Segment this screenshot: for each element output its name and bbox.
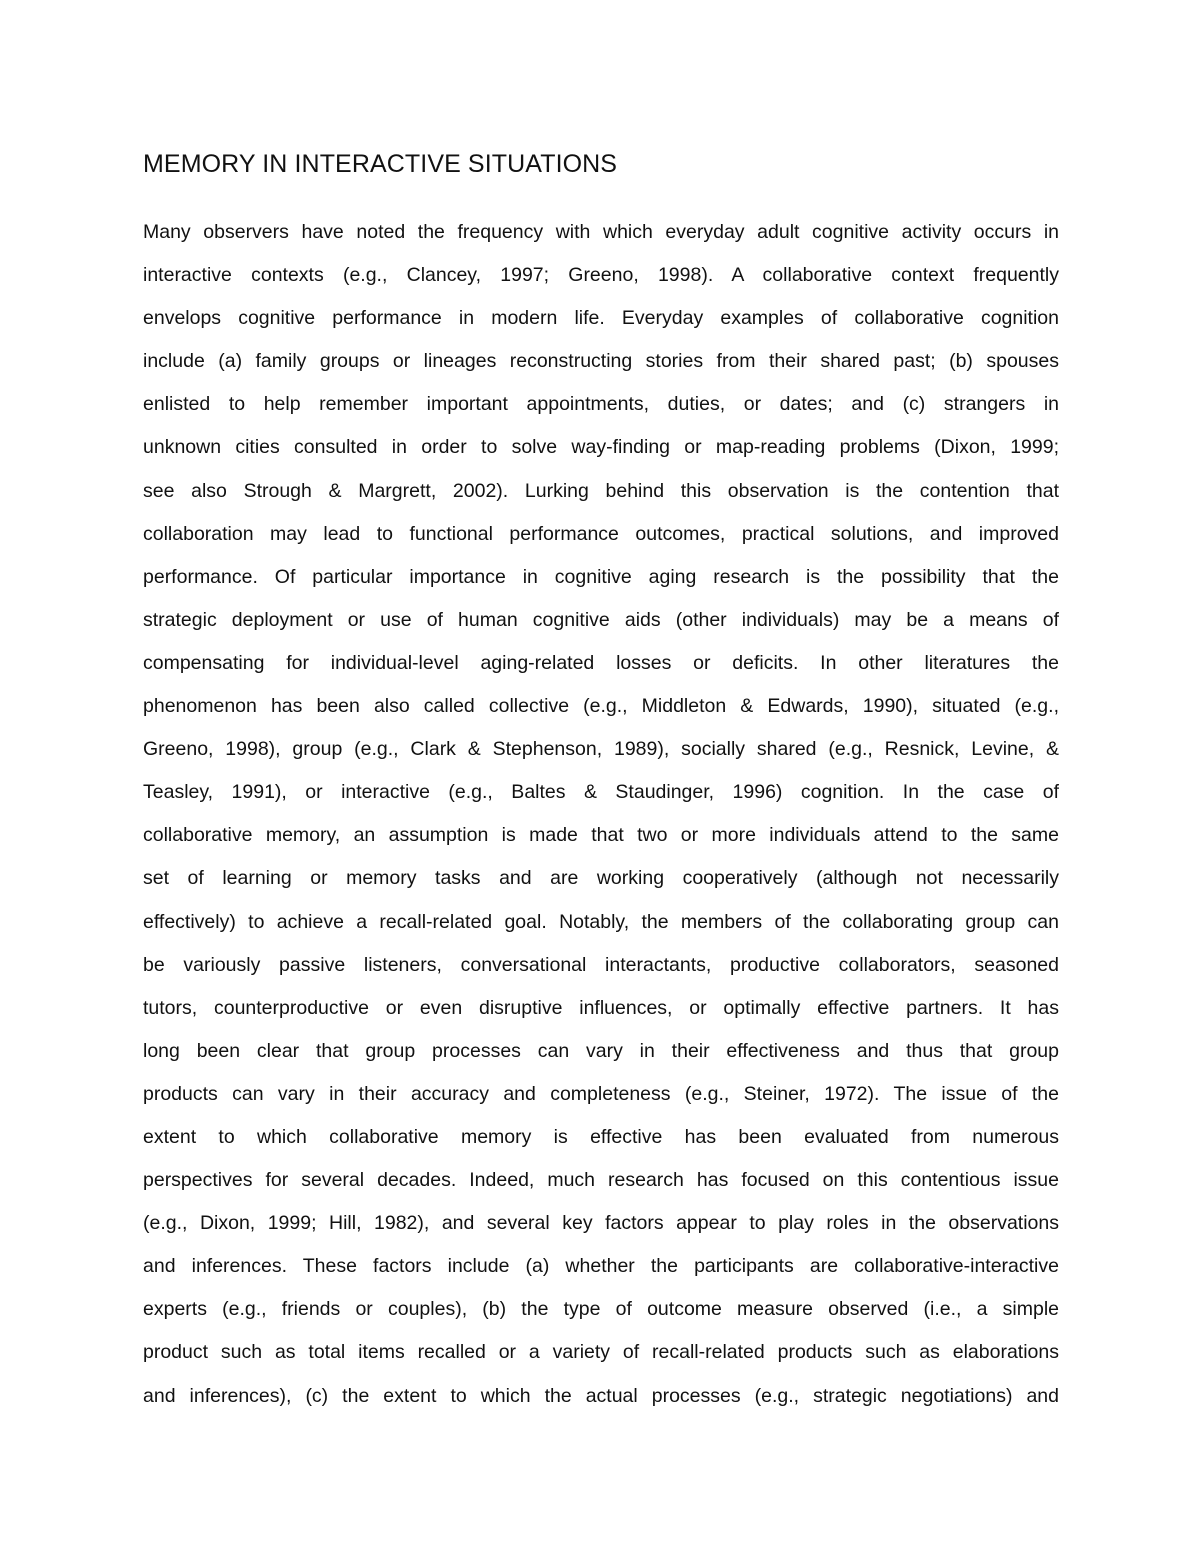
paragraph-line: long been clear that group processes can vary in their effectiveness and thus that group (143, 1039, 1059, 1062)
paragraph-line: enlisted to help remember important appointments, duties, or dates; and (c) strangers in (143, 393, 1059, 416)
paragraph-line: tutors, counterproductive or even disruptive influences, or optimally effective partners. It has (143, 996, 1059, 1019)
paragraph-line: experts (e.g., friends or couples), (b) the type of outcome measure observed (i.e., a simple (143, 1298, 1059, 1321)
paragraph-line: effectively) to achieve a recall-related goal. Notably, the members of the collaborating group can (143, 910, 1059, 933)
paragraph-line: collaborative memory, an assumption is made that two or more individuals attend to the same (143, 824, 1059, 847)
paragraph-line: perspectives for several decades. Indeed, much research has focused on this contentious issue (143, 1169, 1059, 1192)
paragraph-line: strategic deployment or use of human cognitive aids (other individuals) may be a means of (143, 608, 1059, 631)
paragraph-line: be variously passive listeners, conversational interactants, productive collaborators, seasoned (143, 953, 1059, 976)
paragraph-line: unknown cities consulted in order to solve way-finding or map-reading problems (Dixon, 1999; (143, 436, 1059, 459)
body-paragraph (143, 211, 1059, 1418)
paragraph-line: Teasley, 1991), or interactive (e.g., Baltes & Staudinger, 1996) cognition. In the case of (143, 781, 1059, 804)
paragraph-line: include (a) family groups or lineages reconstructing stories from their shared past; (b) spouses (143, 350, 1059, 373)
paragraph-line: collaboration may lead to functional performance outcomes, practical solutions, and improved (143, 522, 1059, 545)
paragraph-line: products can vary in their accuracy and completeness (e.g., Steiner, 1972). The issue of the (143, 1082, 1059, 1105)
paragraph-line: phenomenon has been also called collective (e.g., Middleton & Edwards, 1990), situated (e.g., (143, 695, 1059, 718)
paragraph-line: product such as total items recalled or a variety of recall-related products such as elaborations (143, 1341, 1059, 1364)
paragraph-line: set of learning or memory tasks and are working cooperatively (although not necessarily (143, 867, 1059, 890)
paragraph-line: see also Strough & Margrett, 2002). Lurking behind this observation is the contention that (143, 479, 1059, 502)
paragraph-line: Many observers have noted the frequency with which everyday adult cognitive activity occurs in (143, 221, 1059, 243)
paragraph-line: interactive contexts (e.g., Clancey, 1997; Greeno, 1998). A collaborative context frequently (143, 264, 1059, 287)
paragraph-line: Greeno, 1998), group (e.g., Clark & Stephenson, 1989), socially shared (e.g., Resnick, Levine, & (143, 738, 1059, 761)
paragraph-line: (e.g., Dixon, 1999; Hill, 1982), and several key factors appear to play roles in the observations (143, 1212, 1059, 1235)
paragraph-line: envelops cognitive performance in modern life. Everyday examples of collaborative cognition (143, 307, 1059, 330)
section-heading: MEMORY IN INTERACTIVE SITUATIONS (143, 150, 618, 178)
paragraph-line: and inferences), (c) the extent to which the actual processes (e.g., strategic negotiations) and (143, 1384, 1059, 1407)
paragraph-line: compensating for individual-level aging-related losses or deficits. In other literatures the (143, 651, 1059, 674)
paragraph-line: performance. Of particular importance in cognitive aging research is the possibility that the (143, 565, 1059, 588)
paragraph-line: and inferences. These factors include (a) whether the participants are collaborative-interactive (143, 1255, 1059, 1278)
paragraph-line: extent to which collaborative memory is effective has been evaluated from numerous (143, 1125, 1059, 1148)
